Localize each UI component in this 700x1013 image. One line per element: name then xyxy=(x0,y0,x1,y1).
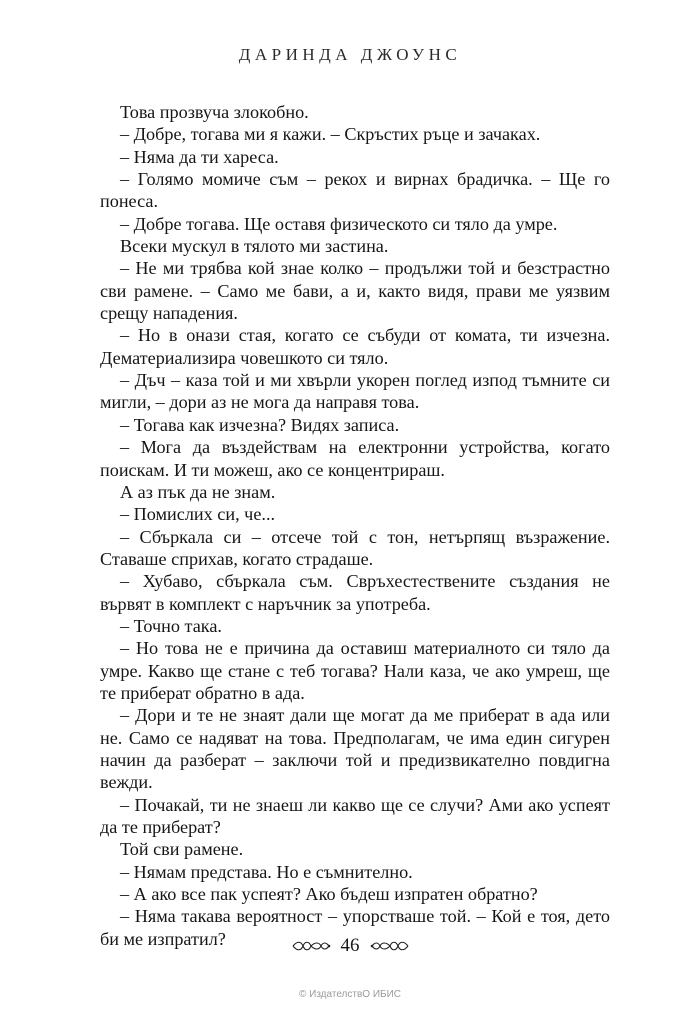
body-text xyxy=(100,101,610,950)
paragraph: – Не ми трябва кой знае колко – продължи той и безстрастно сви рамене. – Само ме бави, а и, както видя, прави ме уязвим срещу нападения. xyxy=(100,258,610,324)
paragraph: – Дори и те не знаят дали ще могат да ме приберат в ада или не. Само се надяват на това. Предполагам, че има един сигурен начин да разберат – заключи той и предизвикателно повдигна вежди. xyxy=(100,705,610,793)
paragraph: – Почакай, ти не знаеш ли какво ще се случи? Ами ако успеят да те приберат? xyxy=(100,794,610,837)
paragraph: Всеки мускул в тялото ми застина. xyxy=(120,236,389,257)
page-footer xyxy=(0,935,700,957)
paragraph: Той сви рамене. xyxy=(120,839,244,860)
paragraph: А аз пък да не знам. xyxy=(120,481,276,502)
paragraph: – А ако все пак успеят? Ако бъдеш изпратен обратно? xyxy=(120,884,538,905)
paragraph: – Добре тогава. Ще оставя физическото си тяло да умре. xyxy=(120,213,558,234)
paragraph: – Мога да въздействам на електронни устройства, когато поискам. И ти можеш, ако се концентрираш. xyxy=(100,437,610,480)
paragraph: – Нямам представа. Но е съмнително. xyxy=(120,861,413,882)
paragraph: – Голямо момиче съм – рекох и вирнах брадичка. – Ще го понеса. xyxy=(100,169,610,212)
paragraph: – Добре, тогава ми я кажи. – Скръстих ръце и зачаках. xyxy=(120,124,541,145)
paragraph: – Точно така. xyxy=(120,615,222,636)
paragraph: – Сбъркала си – отсече той с тон, нетърпящ възражение. Ставаше сприхав, когато страдаше. xyxy=(100,526,610,569)
copyright-notice: © ИздателствО ИБИС xyxy=(298,989,402,1000)
paragraph: – Хубаво, сбъркала съм. Свръхестествените създания не вървят в комплект с наръчник за употреба. xyxy=(100,571,610,614)
paragraph: – Няма такава вероятност – упорстваше той. – Кой е тоя, дето би ме изпратил? xyxy=(100,906,610,949)
paragraph: – Тогава как изчезна? Видях записа. xyxy=(120,414,400,435)
flourish-right-icon xyxy=(370,939,410,953)
page-number: 46 xyxy=(340,935,360,956)
paragraph: – Но това не е причина да оставиш материалното си тяло да умре. Какво ще стане с теб тогава? Нали каза, че ако умреш, ще те приберат обратно в ада. xyxy=(100,638,610,703)
paragraph: Това прозвуча злокобно. xyxy=(120,102,309,122)
flourish-left-icon xyxy=(291,939,331,953)
paragraph: – Помислих си, че... xyxy=(120,504,276,525)
paragraph: – Но в онази стая, когато се събуди от комата, ти изчезна. Дематериализира човешкото си тяло. xyxy=(100,325,610,368)
paragraph: – Дъч – каза той и ми хвърли укорен поглед изпод тъмните си мигли, – дори аз не мога да направя това. xyxy=(100,370,610,413)
running-head: ДАРИНДА ДЖОУНС xyxy=(238,45,462,64)
paragraph: – Няма да ти хареса. xyxy=(120,146,279,167)
